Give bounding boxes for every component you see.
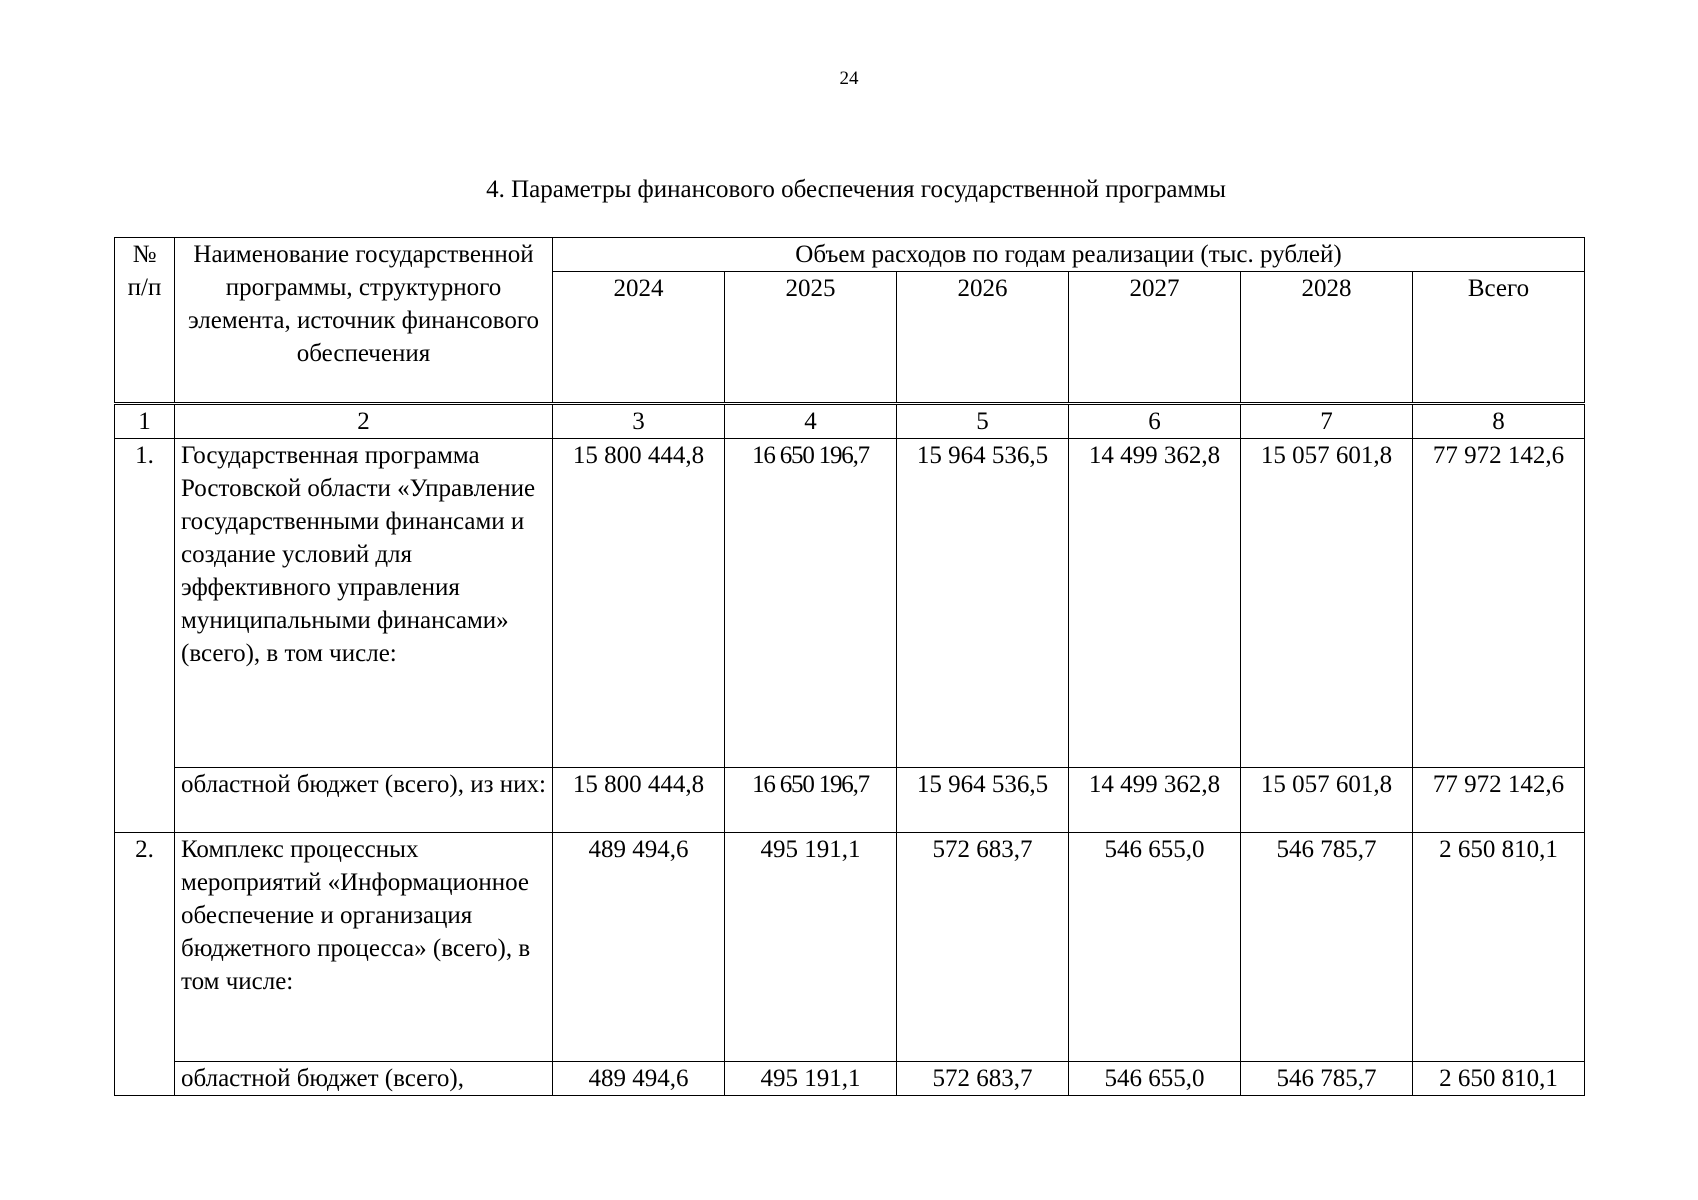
row-name: Государственная программа Ростовской области «Управление государственными финансами и создание условий для эффективного управления муниципальными финансами» (всего), в том числе: bbox=[175, 439, 553, 768]
value-2026: 572 683,7 bbox=[897, 1062, 1069, 1096]
value-2028: 15 057 601,8 bbox=[1241, 439, 1413, 768]
header-year-2026: 2026 bbox=[897, 272, 1069, 404]
row-number: 2. bbox=[115, 833, 175, 1062]
column-index: 2 bbox=[175, 404, 553, 439]
table-row bbox=[115, 439, 1585, 768]
column-index: 7 bbox=[1241, 404, 1413, 439]
column-index-row bbox=[115, 404, 1585, 439]
header-year-2027: 2027 bbox=[1069, 272, 1241, 404]
header-group: Объем расходов по годам реализации (тыс. рублей) bbox=[553, 238, 1585, 272]
value-2024: 15 800 444,8 bbox=[553, 768, 725, 833]
value-2026: 15 964 536,5 bbox=[897, 439, 1069, 768]
header-total: Всего bbox=[1413, 272, 1585, 404]
value-2026: 572 683,7 bbox=[897, 833, 1069, 1062]
value-2027: 14 499 362,8 bbox=[1069, 768, 1241, 833]
value-2028: 546 785,7 bbox=[1241, 833, 1413, 1062]
value-2027: 546 655,0 bbox=[1069, 833, 1241, 1062]
value-2025: 16 650 196,7 bbox=[725, 768, 897, 833]
header-year-2028: 2028 bbox=[1241, 272, 1413, 404]
row-name: областной бюджет (всего), из них: bbox=[175, 768, 553, 833]
page-number: 24 bbox=[839, 68, 859, 89]
value-2028: 15 057 601,8 bbox=[1241, 768, 1413, 833]
table-row bbox=[115, 833, 1585, 1062]
header-year-2024: 2024 bbox=[553, 272, 725, 404]
row-number-cont bbox=[115, 768, 175, 833]
row-name: областной бюджет (всего), bbox=[175, 1062, 553, 1096]
column-index: 3 bbox=[553, 404, 725, 439]
value-total: 2 650 810,1 bbox=[1413, 833, 1585, 1062]
value-total: 2 650 810,1 bbox=[1413, 1062, 1585, 1096]
column-index: 8 bbox=[1413, 404, 1585, 439]
row-name: Комплекс процессных мероприятий «Информационное обеспечение и организация бюджетного процесса» (всего), в том числе: bbox=[175, 833, 553, 1062]
value-2024: 489 494,6 bbox=[553, 1062, 725, 1096]
header-year-2025: 2025 bbox=[725, 272, 897, 404]
table-row bbox=[115, 768, 1585, 833]
row-number: 1. bbox=[115, 439, 175, 768]
header-name: Наименование государственной программы, структурного элемента, источник финансового обеспечения bbox=[175, 238, 553, 404]
section-title: 4. Параметры финансового обеспечения государственной программы bbox=[486, 176, 1226, 203]
column-index: 5 bbox=[897, 404, 1069, 439]
value-2024: 489 494,6 bbox=[553, 833, 725, 1062]
value-2027: 14 499 362,8 bbox=[1069, 439, 1241, 768]
financing-table bbox=[114, 237, 1585, 1096]
column-index: 1 bbox=[115, 404, 175, 439]
table-row bbox=[115, 1062, 1585, 1096]
value-2025: 16 650 196,7 bbox=[725, 439, 897, 768]
column-index: 6 bbox=[1069, 404, 1241, 439]
value-2024: 15 800 444,8 bbox=[553, 439, 725, 768]
value-total: 77 972 142,6 bbox=[1413, 768, 1585, 833]
value-2026: 15 964 536,5 bbox=[897, 768, 1069, 833]
value-total: 77 972 142,6 bbox=[1413, 439, 1585, 768]
value-2028: 546 785,7 bbox=[1241, 1062, 1413, 1096]
column-index: 4 bbox=[725, 404, 897, 439]
value-2025: 495 191,1 bbox=[725, 1062, 897, 1096]
row-number-cont bbox=[115, 1062, 175, 1096]
value-2027: 546 655,0 bbox=[1069, 1062, 1241, 1096]
header-num: № п/п bbox=[115, 238, 175, 404]
value-2025: 495 191,1 bbox=[725, 833, 897, 1062]
